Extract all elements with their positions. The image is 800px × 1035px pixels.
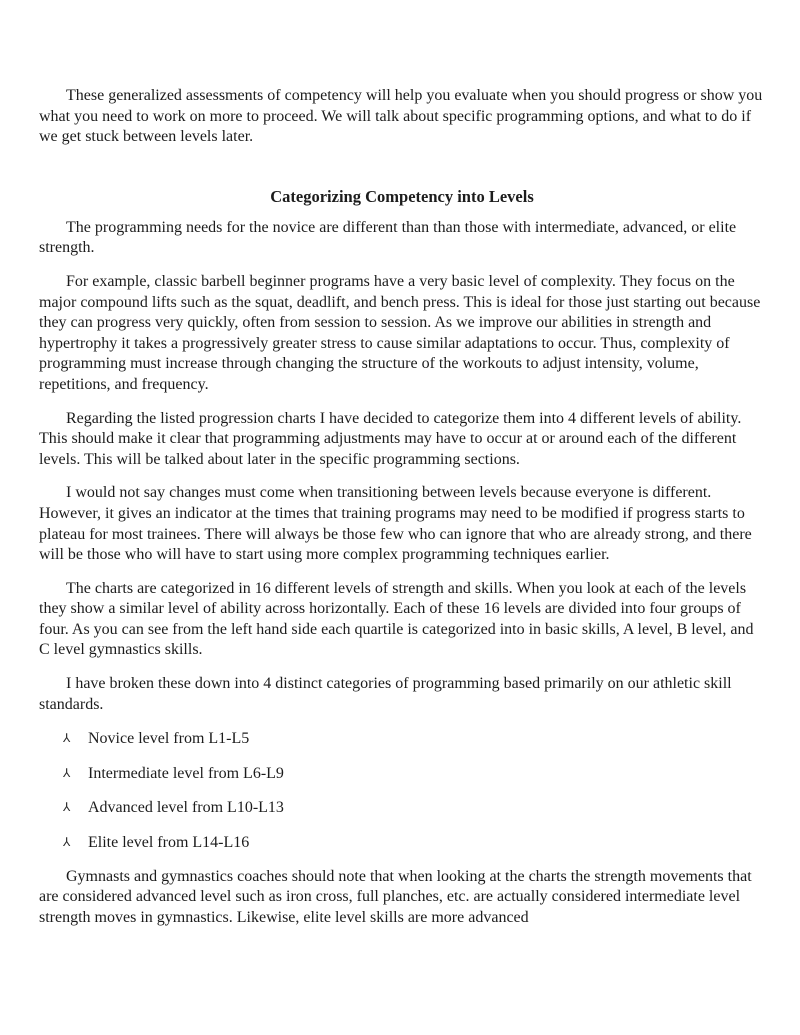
bullet-icon: ⅄ <box>63 765 71 780</box>
bullet-icon: ⅄ <box>63 835 71 850</box>
bullet-icon: ⅄ <box>63 800 71 815</box>
list-item-label: Elite level from L14-L16 <box>88 834 250 852</box>
list-item-label: Novice level from L1-L5 <box>88 730 250 748</box>
paragraph-broken-down: I have broken these down into 4 distinct categories of programming based primarily on our athletic skill standards. <box>39 675 732 713</box>
list-item-label: Intermediate level from L6-L9 <box>88 764 284 782</box>
paragraph-novice-needs: The programming needs for the novice are different than than those with intermediate, advanced, or elite strength. <box>39 218 737 257</box>
list-item-intermediate <box>63 763 765 785</box>
list-item-novice <box>63 728 765 750</box>
list-item-elite <box>63 832 765 854</box>
paragraph-transitioning: I would not say changes must come when transitioning between levels because everyone is different. However, it gives an indicator at the times that training programs may need to be modified if progress starts to plateau for most trainees. There will always be those few who can ignore that who are already strong, and there will be those who will have to start using more complex programming techniques earlier. <box>39 484 752 564</box>
section-heading: Categorizing Competency into Levels <box>270 186 534 206</box>
paragraph-regarding-charts: Regarding the listed progression charts I have decided to categorize them into 4 different levels of ability. This should make it clear that programming adjustments may have to occur at or around each of the different levels. This will be talked about later in the specific programming sections. <box>39 409 742 468</box>
list-item-label: Advanced level from L10-L13 <box>88 799 284 817</box>
paragraph-sixteen-levels: The charts are categorized in 16 different levels of strength and skills. When you look at each of the levels they show a similar level of ability across horizontally. Each of these 16 levels are divided into four groups of four. As you can see from the left hand side each quartile is categorized into in basic skills, A level, B level, and C level gymnastics skills. <box>39 579 754 659</box>
bullet-icon: ⅄ <box>63 731 71 746</box>
paragraph-intro: These generalized assessments of competency will help you evaluate when you should progress or show you what you need to work on more to proceed. We will talk about specific programming options, and what to do if we get stuck between levels later. <box>39 87 763 146</box>
paragraph-example: For example, classic barbell beginner programs have a very basic level of complexity. They focus on the major compound lifts such as the squat, deadlift, and bench press. This is ideal for those just starting out because they can progress very quickly, often from session to session. As we improve our abilities in strength and hypertrophy it takes a progressively greater stress to cause similar adaptations to occur. Thus, complexity of programming must increase through changing the structure of the workouts to adjust intensity, volume, repetitions, and frequency. <box>39 272 761 393</box>
paragraph-gymnasts: Gymnasts and gymnastics coaches should note that when looking at the charts the strength movements that are considered advanced level such as iron cross, full planches, etc. are actually considered intermediate level strength moves in gymnastics. Likewise, elite level skills are more advanced <box>39 867 752 926</box>
list-item-advanced <box>63 797 765 819</box>
level-category-list <box>63 728 765 853</box>
